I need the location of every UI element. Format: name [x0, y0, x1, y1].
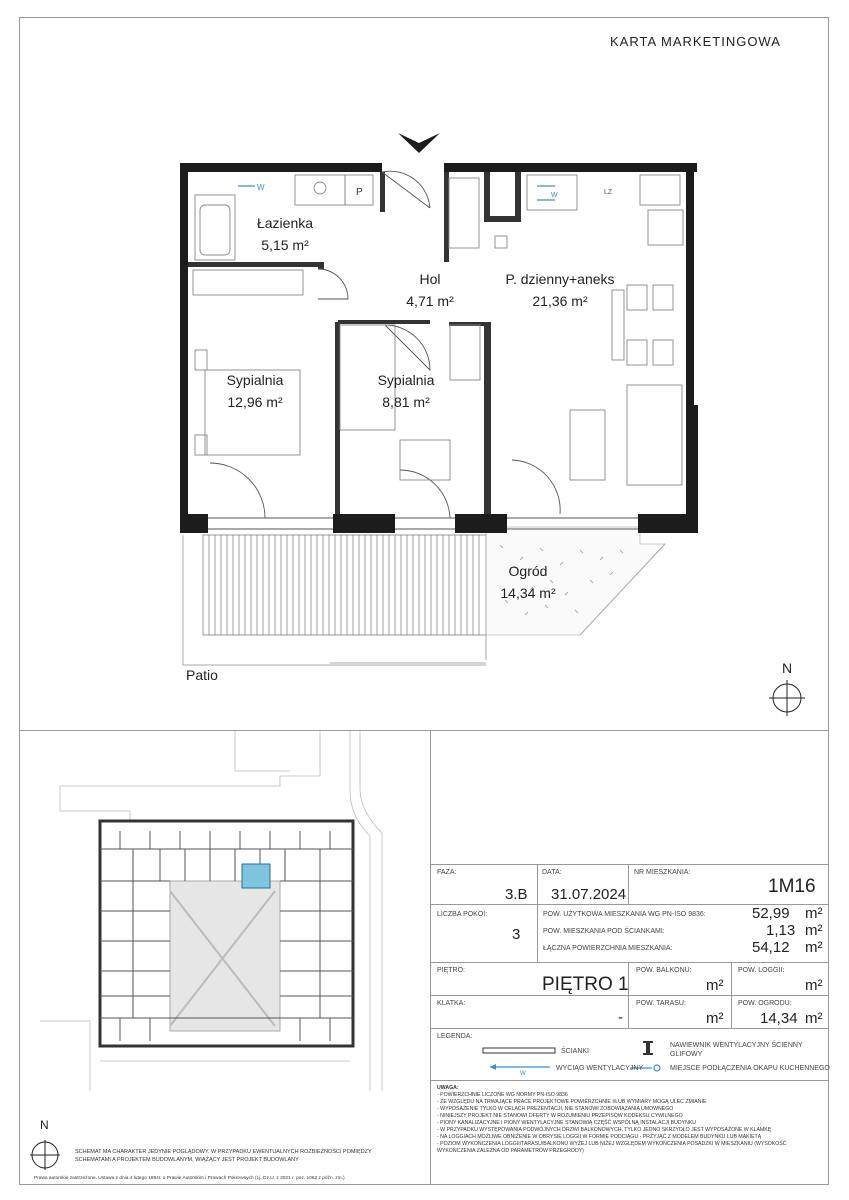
note-line: - NINIEJSZY PROJEKT NIE STANOWI OFERTY W ROZUMIENIU PRZEPISÓW KODEKSU CYWILNEGO: [437, 1113, 683, 1119]
taras-unit: m²: [706, 1010, 724, 1027]
p-symbol: P: [356, 187, 363, 198]
area2-value: 1,13: [766, 922, 796, 939]
klatka-value: -: [618, 1009, 623, 1026]
legend-item-wyciag: WYCIĄG WENTYLACYJNY: [556, 1065, 644, 1072]
disclaimer: [75, 1148, 372, 1164]
notes-title: UWAGA:: [437, 1085, 459, 1091]
lz-symbol: LZ: [604, 189, 613, 196]
patio-area: [203, 535, 486, 635]
area2-label: POW. MIESZKANIA POD ŚCIANKAMI:: [543, 928, 665, 935]
room-lazienka: [230, 212, 340, 256]
room-name: Łazienka: [256, 215, 314, 231]
room-name: P. dzienny+aneks: [505, 271, 615, 287]
room-hol: [380, 268, 480, 312]
vent-symbols: [238, 186, 555, 200]
area3-unit: m²: [805, 939, 823, 956]
nr-label: NR MIESZKANIA:: [634, 869, 691, 876]
pokoje-label: LICZBA POKOI:: [437, 911, 488, 918]
loggia-unit: m²: [805, 977, 823, 994]
room-name: Ogród: [508, 563, 548, 579]
page-title: KARTA MARKETINGOWA: [610, 34, 781, 49]
room-area: 5,15 m²: [261, 237, 309, 253]
note-line: WYKOŃCZENIA ZALEŻNA OD PARAMETRÓW PRZEGRODY): [437, 1148, 584, 1154]
copyright: Prawa autorskie zastrzeżone. Ustawa z dnia 4 lutego 1994r. o Prawie Autorskim i Prawach Pokrewnych (t.j. Dz.U. z 2021 r. poz. 1062 z późn. zm.): [34, 1176, 345, 1181]
room-area: 14,34 m²: [500, 585, 556, 601]
note-line: - ZE WZGLĘDU NA TRWAJĄCE PRACE PROJEKTOWE POWIERZCHNIE I/LUB WYMIARY MOGĄ ULEC ZMIANIE: [437, 1099, 707, 1105]
room-sypialnia-2: [356, 369, 456, 413]
note-line: - POZIOM WYKOŃCZENIA LOGGII/TARASU/BALKONU WYŻEJ LUB NIŻEJ WZGLĘDEM WYKOŃCZENIA POSADZKI W MIESZKANIU (WYSOKOŚĆ: [437, 1141, 787, 1147]
area1-value: 52,99: [752, 905, 790, 922]
room-area: 21,36 m²: [532, 293, 588, 309]
vent-w-mark: W: [257, 183, 265, 192]
room-name: Hol: [419, 271, 441, 287]
area2-unit: m²: [805, 922, 823, 939]
note-line: - POWIERZCHNIE LICZONE WG NORMY PN-ISO 9836: [437, 1092, 568, 1098]
svg-text:W: W: [520, 1071, 526, 1076]
legend-item-okap: MIEJSCE PODŁĄCZENIA OKAPU KUCHENNEGO: [670, 1065, 830, 1072]
note-line: - PIONY KANALIZACYJNE I PIONY WENTYLACYJNE STANOWIĄ CZĘŚĆ WSPÓLNĄ INSTALACJI BUDYNKU: [437, 1120, 697, 1126]
patio-label: Patio: [186, 667, 218, 683]
legend-item-nawiewnik: NAWIEWNIK WENTYLACYJNY ŚCIENNY GLIFOWY: [670, 1042, 803, 1058]
note-line: - W PRZYPADKU WYSTĘPOWANIA PODWÓJNYCH DRZWI BALKONOWYCH, TYLKO JEDNO SKRZYDŁO JEST WYPOSAŻONE W KLAMKĘ: [437, 1127, 772, 1133]
loggia-label: POW. LOGGII:: [738, 967, 785, 974]
north-compass-small-icon: [28, 1138, 62, 1172]
room-ogrod: [478, 560, 578, 604]
legend-item-scianki: ŚCIANKI: [561, 1048, 590, 1055]
north-label: N: [782, 660, 793, 676]
site-map: [20, 731, 430, 1091]
ogrod-label: POW. OGRODU:: [738, 1000, 792, 1007]
entrance-arrow-icon: [398, 133, 440, 153]
room-area: 8,81 m²: [382, 394, 430, 410]
room-salon: [485, 268, 635, 312]
area1-label: POW. UŻYTKOWA MIESZKANIA WG PN-ISO 9836:: [543, 911, 706, 918]
faza-label: FAZA:: [437, 869, 457, 876]
pokoje-value: 3: [512, 926, 521, 943]
column-divider: [430, 730, 431, 1185]
area3-label: ŁĄCZNA POWIERZCHNIA MIESZKANIA:: [543, 945, 673, 952]
svg-text:W: W: [551, 192, 558, 199]
data-value: 31.07.2024: [551, 886, 627, 903]
note-line: - WYPOSAŻENIE TYLKO W CELACH PREZENTACJI, NIE STANOWI ZOBOWIĄZANIA UMOWNEGO: [437, 1106, 674, 1112]
north-small-label: N: [40, 1118, 49, 1132]
balkon-label: POW. BALKONU:: [636, 967, 692, 974]
area1-unit: m²: [805, 905, 823, 922]
data-label: DATA:: [542, 869, 562, 876]
room-area: 4,71 m²: [406, 293, 454, 309]
pietro-label: PIĘTRO:: [437, 967, 466, 974]
balkon-unit: m²: [706, 977, 724, 994]
room-name: Sypialnia: [226, 372, 284, 388]
pietro-value: PIĘTRO 1: [542, 974, 629, 995]
ogrod-unit: m²: [805, 1010, 823, 1027]
room-sypialnia-1: [205, 369, 305, 413]
north-compass-icon: [769, 680, 805, 716]
klatka-label: KLATKA:: [437, 1000, 466, 1007]
legend-title: LEGENDA:: [437, 1033, 473, 1040]
faza-value: 3.B: [505, 886, 528, 903]
disclaimer-line: SCHEMAT MA CHARAKTER JEDYNIE POGLĄDOWY. W PRZYPADKU EWENTUALNYCH ROZBIEŻNOŚCI POMIĘDZY: [75, 1149, 372, 1155]
nr-value: 1M16: [768, 876, 816, 897]
taras-label: POW. TARASU:: [636, 1000, 686, 1007]
room-area: 12,96 m²: [227, 394, 283, 410]
apartment-highlight: [242, 864, 270, 888]
area3-value: 54,12: [752, 939, 790, 956]
note-line: - NA LOGGIACH MOŻLIWE OBNIŻENIE W OBRYSIE LOGGII W FORMIE PODCIĄGU - PRZYJĄĆ Z MODELEM BUDYNKU LUB MAKIETĄ: [437, 1134, 762, 1140]
room-name: Sypialnia: [377, 372, 435, 388]
notes-block: [437, 1085, 827, 1155]
ogrod-value: 14,34: [760, 1010, 798, 1027]
disclaimer-line: SCHEMATAMI A PROJEKTEM BUDOWLANYM, WIĄŻĄCY JEST PROJEKT BUDOWLANY: [75, 1157, 299, 1163]
